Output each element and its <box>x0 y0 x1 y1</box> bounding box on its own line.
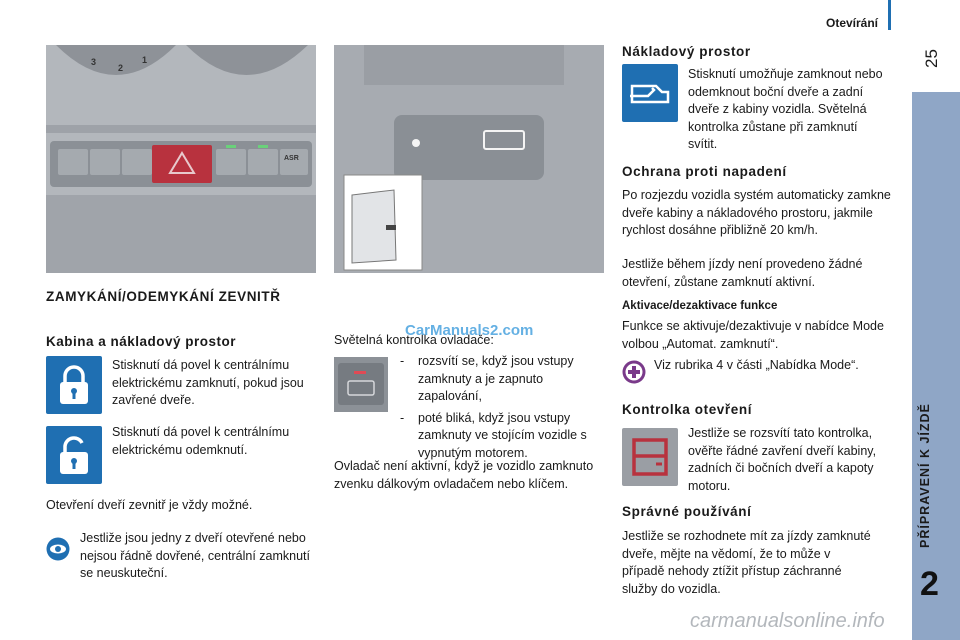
header-title: Otevírání <box>826 16 879 30</box>
cargo-button-illustration <box>334 45 604 273</box>
protection-text-1: Po rozjezdu vozidla systém automaticky zamkne dveře kabiny a nákladového prostoru, jakmile rychlost dosáhne přibližně 20 km/h. <box>622 188 891 237</box>
unlock-description: Stisknutí dá povel k centrálnímu elektrickému odemknutí. <box>112 425 290 457</box>
cargo-title: Nákladový prostor <box>622 44 751 59</box>
lock-icon <box>56 364 92 406</box>
see-also-icon <box>622 360 646 384</box>
activation-text: Funkce se aktivuje/dezaktivuje v nabídce Mode volbou „Automat. zamknutí“. <box>622 319 884 351</box>
cabin-cargo-subtitle: Kabina a nákladový prostor <box>46 334 237 349</box>
indicator-bullet: - poté bliká, když jsou vstupy zamknuty ve stojícím vozidle s vypnutým motorem. <box>396 410 606 463</box>
plus-icon <box>622 360 646 384</box>
protection-text-2: Jestliže během jízdy není provedeno žádné otevření, zůstane zamknutí aktivní. <box>622 257 863 289</box>
open-inside-note: Otevření dveří zevnitř je vždy možné. <box>46 498 253 512</box>
section-title: ZAMYKÁNÍ/ODEMYKÁNÍ ZEVNITŘ <box>46 289 281 304</box>
dashboard-illustration <box>46 45 316 273</box>
watermark-bottom: carmanualsonline.info <box>690 610 885 632</box>
cargo-button-icon <box>622 64 678 122</box>
cargo-button-thumbnail <box>334 357 388 412</box>
gauge-mark-3: 3 <box>91 57 97 67</box>
warning-eye-icon <box>46 537 70 561</box>
protection-title: Ochrana proti napadení <box>622 164 787 179</box>
gauge-mark-1: 1 <box>142 55 148 65</box>
see-also-note: Viz rubrika 4 v části „Nabídka Mode“. <box>654 358 859 372</box>
page-number: 25 <box>922 49 941 68</box>
chapter-title: PŘÍPRAVENÍ K JÍZDĚ <box>918 403 932 548</box>
indicator-bullet: - rozsvítí se, když jsou vstupy zamknuty a je zapnuto zapalování, <box>396 353 606 406</box>
proper-use-title: Správné používání <box>622 504 752 519</box>
door-open-icon <box>622 428 678 486</box>
lock-description: Stisknutí dá povel k centrálnímu elektrickému zamknutí, pokud jsou zavřené dveře. <box>112 358 304 407</box>
watermark-top: CarManuals2.com <box>405 322 534 339</box>
chapter-number: 2 <box>920 565 939 603</box>
lock-button-icon <box>46 356 102 414</box>
indicator-description: Jestliže se rozsvítí tato kontrolka, ověřte řádné zavření dveří kabiny, zadních či bočních dveří a kapoty motoru. <box>688 426 877 493</box>
van-icon <box>628 78 672 108</box>
warning-note: Jestliže jsou jedny z dveří otevřené nebo nejsou řádně dovřené, centrální zamknutí se neuskuteční. <box>80 531 310 580</box>
unlock-icon <box>56 434 92 476</box>
proper-use-text: Jestliže se rozhodnete mít za jízdy zamknuté dveře, mějte na vědomí, že to může v případě nehody ztížit přístup záchranné služby do vozidla. <box>622 529 871 596</box>
door-open-indicator-icon <box>622 428 678 486</box>
header-rule <box>888 0 891 30</box>
gauge-mark-2: 2 <box>118 63 124 73</box>
cargo-description: Stisknutí umožňuje zamknout nebo odemknout boční dveře a zadní dveře z kabiny vozidla. Světelná kontrolka zůstane při zamknutí svítit. <box>688 67 883 151</box>
indicator-bullets <box>396 353 606 466</box>
eye-icon <box>46 537 70 561</box>
cargo-button-photo <box>334 45 604 273</box>
inactive-note: Ovladač není aktivní, když je vozidlo zamknuto zvenku dálkovým ovladačem nebo klíčem. <box>334 459 594 491</box>
cargo-button-thumb-illustration <box>334 357 388 412</box>
activation-title: Aktivace/dezaktivace funkce <box>622 300 778 312</box>
asr-button-label: ASR <box>284 155 299 162</box>
dashboard-photo <box>46 45 316 273</box>
indicator-intro: Světelná kontrolka ovladače: <box>334 333 494 347</box>
unlock-button-icon <box>46 426 102 484</box>
indicator-title: Kontrolka otevření <box>622 402 753 417</box>
